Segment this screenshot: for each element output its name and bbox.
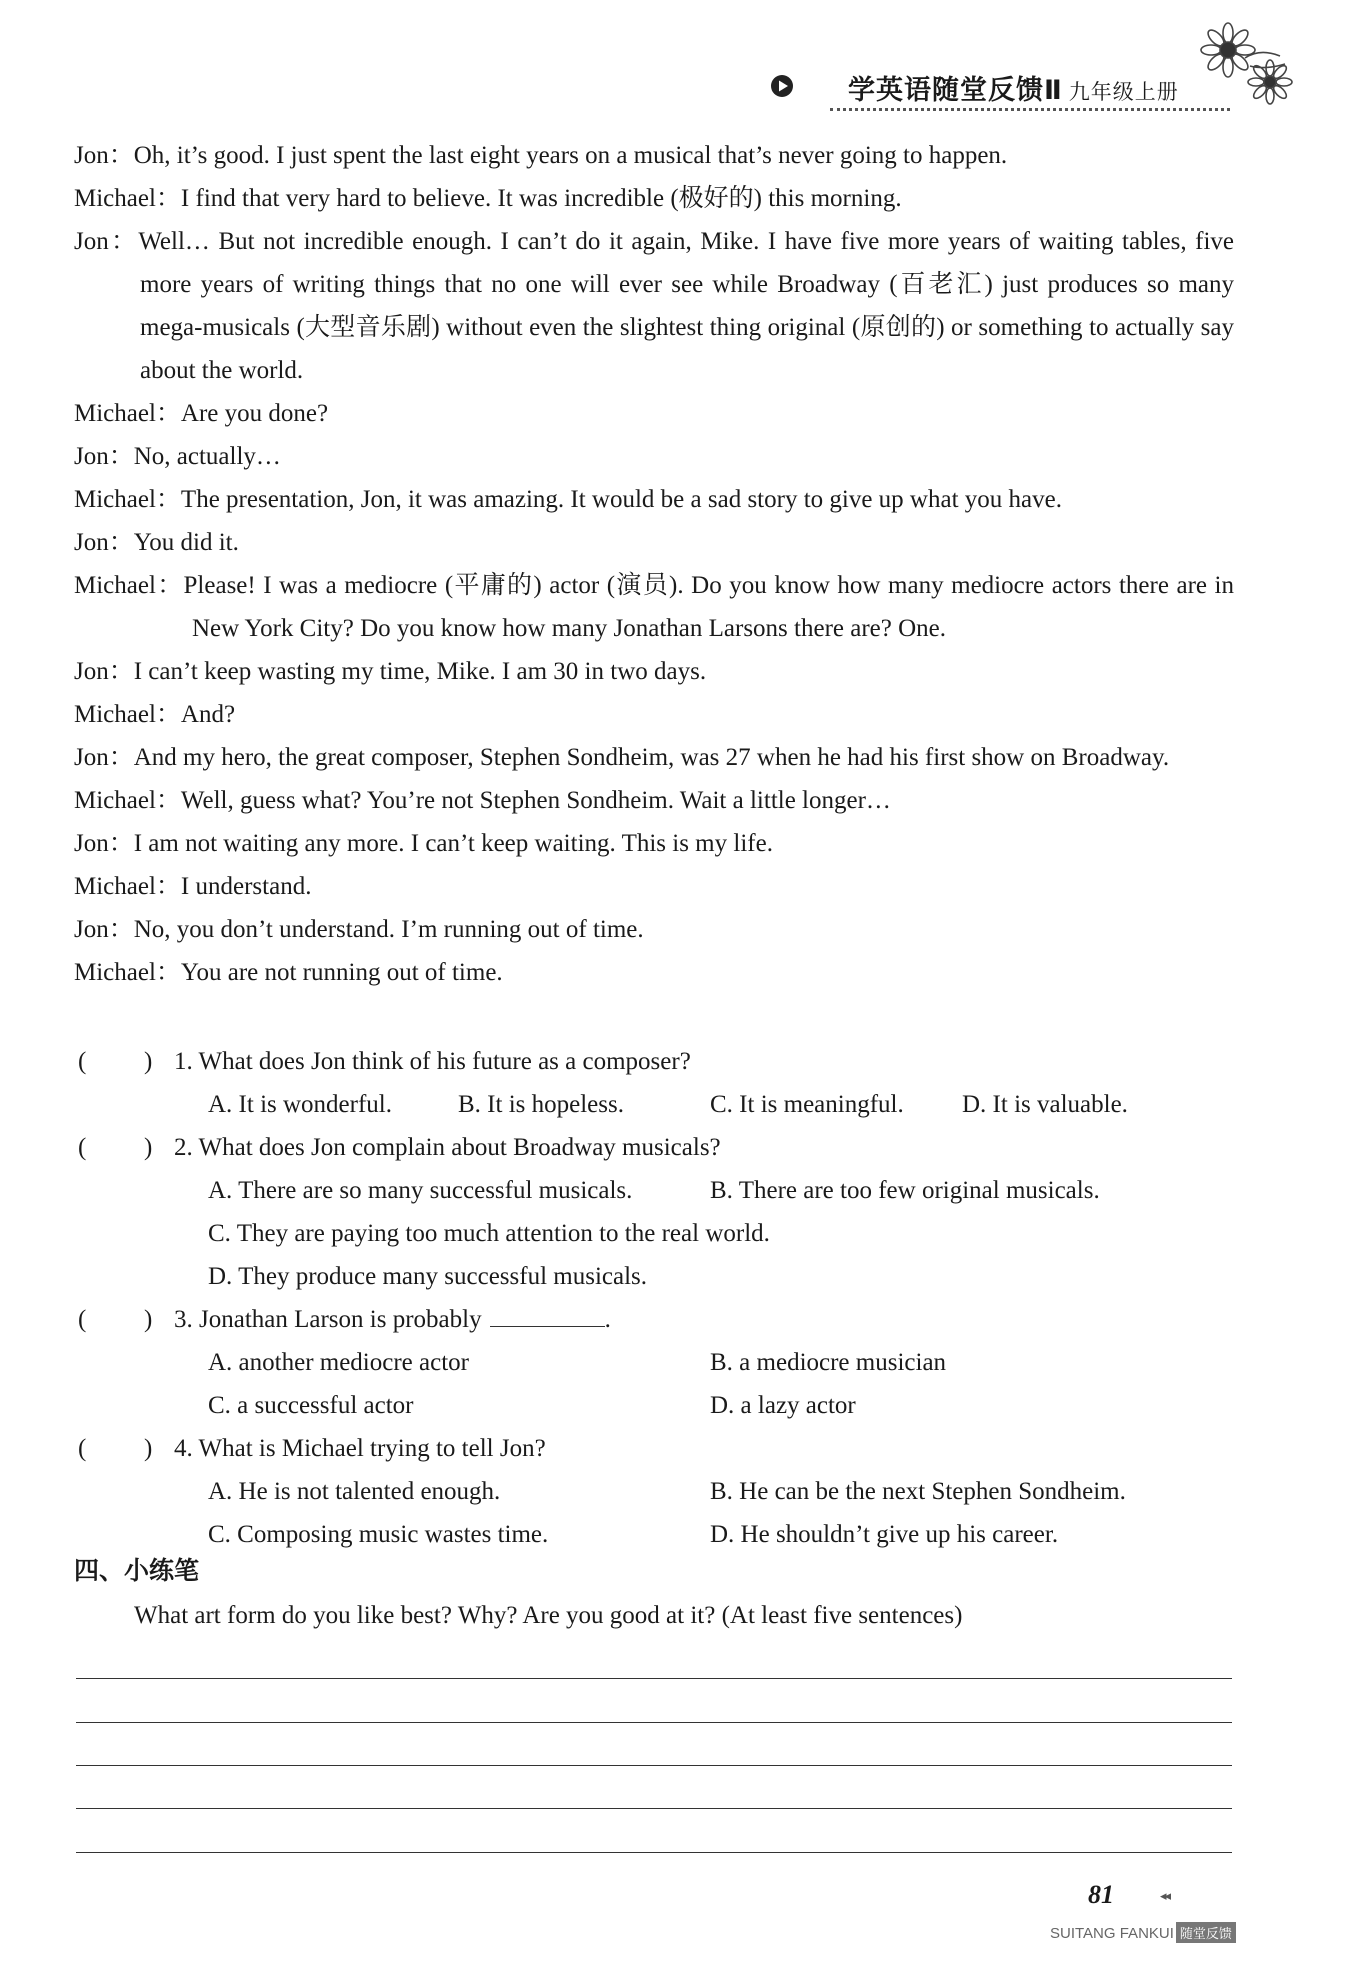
line-text: You are not running out of time. [180, 959, 503, 986]
option-a[interactable]: A. another mediocre actor [208, 1349, 469, 1376]
option-a[interactable]: A. There are so many successful musicals. [208, 1177, 633, 1204]
header-divider [830, 108, 1230, 111]
option-row [74, 1169, 1234, 1212]
dialogue-text [74, 134, 1234, 994]
question-stem: 1. What does Jon think of his future as a composer? [174, 1048, 691, 1075]
option-b[interactable]: B. There are too few original musicals. [710, 1177, 1100, 1204]
line-text: You did it. [133, 529, 239, 556]
dialogue-line [74, 177, 1234, 220]
answer-bracket-close: ) [144, 1134, 153, 1161]
answer-bracket-close: ) [144, 1048, 153, 1075]
question-list [74, 1040, 1234, 1556]
section-title: 四、小练笔 [74, 1556, 200, 1585]
option-row [74, 1083, 1234, 1126]
line-text: Well, guess what? You’re not Stephen Sondheim. Wait a little longer… [180, 787, 891, 814]
question-2 [74, 1126, 1234, 1169]
answer-bracket-close: ) [144, 1306, 153, 1333]
line-text: And? [180, 701, 236, 728]
option-row [74, 1470, 1234, 1513]
answer-bracket-close: ) [144, 1435, 153, 1462]
question-stem: 2. What does Jon complain about Broadway musicals? [174, 1134, 721, 1161]
line-text: Please! I was a mediocre (平庸的) actor (演员). Do you know how many mediocre actors there are in New York City? Do you know how many Jonathan Larsons there are? One. [183, 572, 1234, 642]
book-subtitle: 九年级上册 [1068, 80, 1179, 104]
line-text: And my hero, the great composer, Stephen Sondheim, was 27 when he had his first show on Broadway. [133, 744, 1170, 771]
dialogue-line [74, 693, 1234, 736]
option-row [74, 1341, 1234, 1384]
speaker-label: Michael： [74, 873, 181, 900]
play-circle-icon [770, 74, 794, 98]
option-b[interactable]: B. a mediocre musician [710, 1349, 947, 1376]
answer-bracket-open: ( [78, 1048, 87, 1075]
footer-badge: 随堂反馈 [1176, 1922, 1236, 1943]
speaker-label: Michael： [74, 787, 181, 814]
option-c[interactable]: C. Composing music wastes time. [208, 1521, 549, 1548]
speaker-label: Jon： [74, 142, 134, 169]
speaker-label: Michael： [74, 572, 184, 599]
speaker-label: Jon： [74, 830, 134, 857]
question-stem-end: . [604, 1306, 611, 1333]
speaker-label: Jon： [74, 744, 134, 771]
footer-label [1050, 1922, 1236, 1943]
question-4 [74, 1427, 1234, 1470]
speaker-label: Michael： [74, 400, 181, 427]
dialogue-line [74, 478, 1234, 521]
footer-label-text: SUITANG FANKUI [1050, 1925, 1174, 1942]
dialogue-line [74, 736, 1234, 779]
page-header [770, 62, 1240, 112]
line-text: No, actually… [133, 443, 281, 470]
double-arrow-left-icon: ◂◂ [1160, 1888, 1170, 1903]
line-text: Oh, it’s good. I just spent the last eight years on a musical that’s never going to happen. [133, 142, 1008, 169]
speaker-label: Jon： [74, 443, 134, 470]
dialogue-line [74, 564, 1234, 650]
dialogue-line [74, 650, 1234, 693]
page-number: 81 [1088, 1880, 1114, 1909]
dialogue-line [74, 392, 1234, 435]
question-3 [74, 1298, 1234, 1341]
answer-bracket-open: ( [78, 1435, 87, 1462]
option-a[interactable]: A. He is not talented enough. [208, 1478, 501, 1505]
option-c[interactable]: C. They are paying too much attention to the real world. [208, 1220, 770, 1247]
writing-line[interactable] [76, 1722, 1232, 1723]
question-stem: 4. What is Michael trying to tell Jon? [174, 1435, 546, 1462]
speaker-label: Michael： [74, 185, 181, 212]
speaker-label: Michael： [74, 959, 181, 986]
line-text: I am not waiting any more. I can’t keep waiting. This is my life. [133, 830, 773, 857]
option-c[interactable]: C. It is meaningful. [710, 1091, 904, 1118]
dialogue-line [74, 134, 1234, 177]
option-row [74, 1513, 1234, 1556]
writing-prompt: What art form do you like best? Why? Are you good at it? (At least five sentences) [134, 1602, 963, 1629]
sunflower-icon [1190, 18, 1300, 118]
line-text: I can’t keep wasting my time, Mike. I am 30 in two days. [133, 658, 707, 685]
option-c[interactable]: C. a successful actor [208, 1392, 414, 1419]
question-1 [74, 1040, 1234, 1083]
option-row [74, 1384, 1234, 1427]
dialogue-line [74, 822, 1234, 865]
option-row [74, 1212, 1234, 1255]
option-a[interactable]: A. It is wonderful. [208, 1091, 392, 1118]
writing-line[interactable] [76, 1678, 1232, 1679]
dialogue-line [74, 779, 1234, 822]
writing-line[interactable] [76, 1852, 1232, 1853]
option-b[interactable]: B. It is hopeless. [458, 1091, 624, 1118]
answer-blank[interactable] [490, 1298, 605, 1327]
option-d[interactable]: D. It is valuable. [962, 1091, 1128, 1118]
option-b[interactable]: B. He can be the next Stephen Sondheim. [710, 1478, 1126, 1505]
dialogue-line [74, 435, 1234, 478]
option-row [74, 1255, 1234, 1298]
option-d[interactable]: D. They produce many successful musicals. [208, 1263, 648, 1290]
speaker-label: Jon： [74, 529, 134, 556]
answer-bracket-open: ( [78, 1134, 87, 1161]
dialogue-line [74, 951, 1234, 994]
answer-bracket-open: ( [78, 1306, 87, 1333]
question-stem [174, 1298, 611, 1341]
dialogue-line [74, 865, 1234, 908]
speaker-label: Michael： [74, 486, 181, 513]
dialogue-line [74, 908, 1234, 951]
option-d[interactable]: D. He shouldn’t give up his career. [710, 1521, 1059, 1548]
line-text: I understand. [180, 873, 312, 900]
writing-line[interactable] [76, 1808, 1232, 1809]
line-text: I find that very hard to believe. It was incredible (极好的) this morning. [180, 185, 902, 212]
book-title [848, 68, 1179, 107]
option-d[interactable]: D. a lazy actor [710, 1392, 856, 1419]
line-text: Well… But not incredible enough. I can’t do it again, Mike. I have five more years of waiting tables, five more years of writing things that no one will ever see while Broadway (百老汇) just produces so many mega-musicals (大型音乐剧) without even the slightest thing original (原创的) or something to actually say about the world. [138, 228, 1235, 384]
dialogue-line [74, 220, 1234, 392]
line-text: No, you don’t understand. I’m running out of time. [133, 916, 644, 943]
speaker-label: Jon： [74, 228, 139, 255]
dialogue-line [74, 521, 1234, 564]
speaker-label: Michael： [74, 701, 181, 728]
line-text: Are you done? [180, 400, 329, 427]
speaker-label: Jon： [74, 658, 134, 685]
book-title-text: 学英语随堂反馈Ⅱ [848, 75, 1063, 106]
speaker-label: Jon： [74, 916, 134, 943]
writing-line[interactable] [76, 1765, 1232, 1766]
question-stem-text: 3. Jonathan Larson is probably [174, 1306, 482, 1333]
line-text: The presentation, Jon, it was amazing. It would be a sad story to give up what you have. [180, 486, 1062, 513]
